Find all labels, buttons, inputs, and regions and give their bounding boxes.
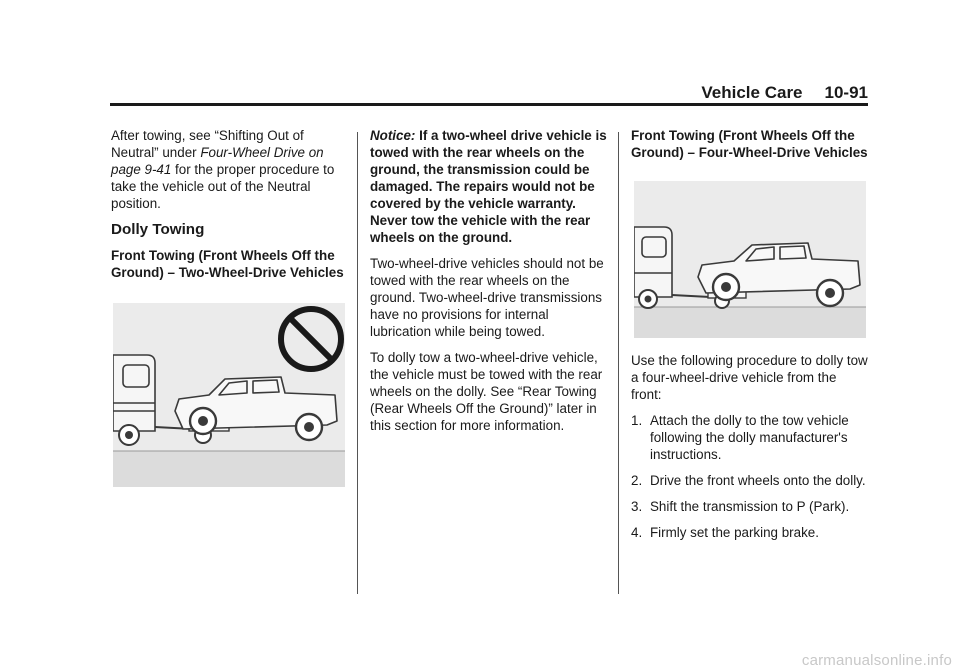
paragraph-dolly-tow: To dolly tow a two-wheel-drive vehicle, the vehicle must be towed with the rear wheels on the dolly. See “Rear Towing (Rear Wheels Off the Ground)” later in this section for more information. — [370, 350, 603, 433]
two-wheel-dolly-tow-figure — [113, 303, 345, 487]
list-item: 1. Attach the dolly to the tow vehicle following the dolly manufacturer's instructions. — [631, 413, 849, 462]
page-number: 10-91 — [824, 83, 868, 102]
cross-reference-link[interactable]: Four-Wheel Drive on page 9-41 — [111, 145, 324, 177]
four-wheel-dolly-tow-figure — [634, 181, 866, 338]
column-3 — [631, 127, 869, 550]
list-item: 4. Firmly set the parking brake. — [631, 525, 819, 540]
section-title: Vehicle Care — [701, 83, 803, 102]
notice-paragraph: Notice: If a two-wheel drive vehicle is towed with the rear wheels on the ground, the transmission could be damaged. The repairs would not be covered by the vehicle warranty. Never tow the vehicle with the rear wheels on the ground. — [370, 128, 607, 245]
page-header — [110, 84, 868, 102]
paragraph-two-wheel: Two-wheel-drive vehicles should not be towed with the rear wheels on the ground. Two-wheel-drive transmissions have no provisions for internal lubrication while being towed. — [370, 256, 604, 339]
header-rule — [110, 103, 868, 106]
list-item: 3. Shift the transmission to P (Park). — [631, 499, 850, 514]
section-heading: Dolly Towing — [111, 221, 205, 238]
watermark: carmanualsonline.info — [801, 652, 952, 669]
paragraph-after-towing: After towing, see “Shifting Out of Neutral” under Four-Wheel Drive on page 9-41 for the proper procedure to take the vehicle out of the Neutral position. — [111, 128, 335, 211]
column-1 — [111, 127, 347, 487]
list-item: 2. Drive the front wheels onto the dolly. — [631, 473, 866, 488]
column-2 — [370, 127, 608, 443]
subsection-heading: Front Towing (Front Wheels Off the Ground) – Two-Wheel-Drive Vehicles — [111, 248, 344, 280]
procedure-steps — [631, 412, 869, 541]
column-divider — [357, 132, 358, 594]
prohibited-sign-icon — [281, 309, 341, 369]
column-divider — [618, 132, 619, 594]
notice-label: Notice: — [370, 128, 416, 143]
procedure-intro: Use the following procedure to dolly tow a four-wheel-drive vehicle from the front: — [631, 353, 868, 402]
subsection-heading: Front Towing (Front Wheels Off the Ground) – Four-Wheel-Drive Vehicles — [631, 128, 868, 160]
